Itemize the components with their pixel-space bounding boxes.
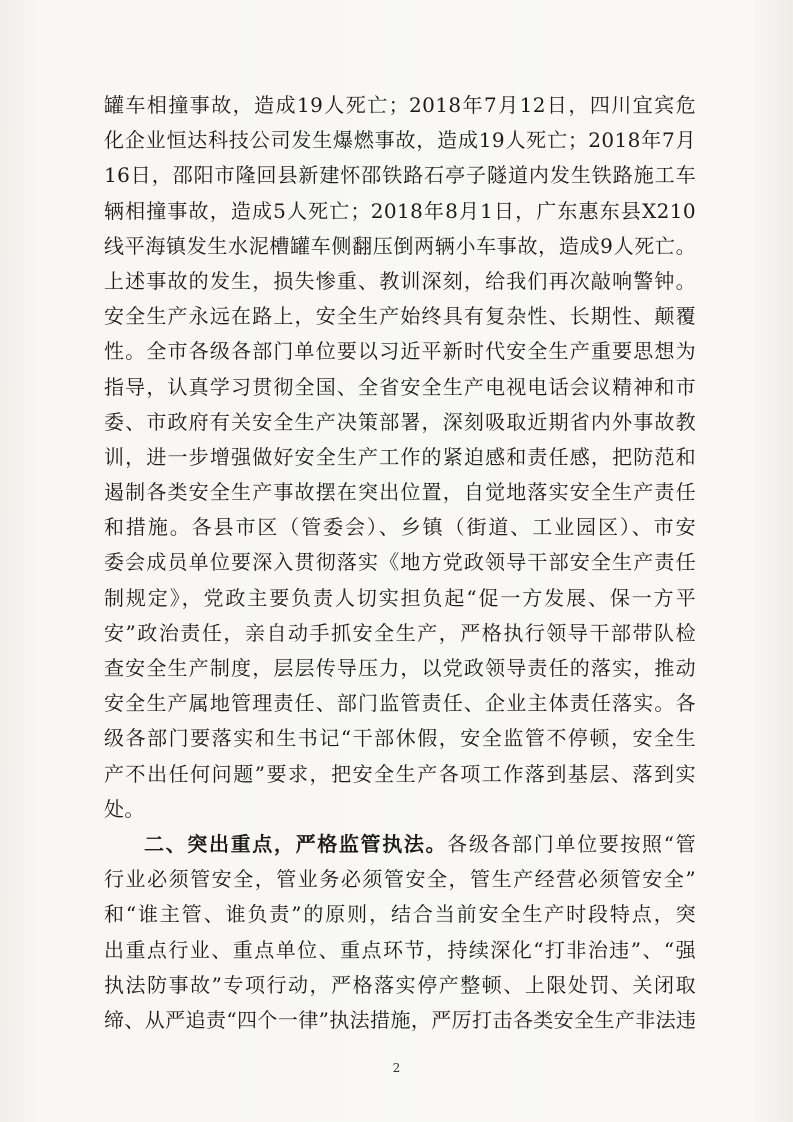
body-text bbox=[104, 88, 696, 1038]
text-line: 罐车相撞事故，造成19人死亡；2018年7月12日，四川宜宾危 bbox=[104, 93, 696, 117]
text-line: 委会成员单位要深入贯彻落实《地方党政领导干部安全生产责任 bbox=[104, 550, 696, 575]
text-line: 委、市政府有关安全生产决策部署，深刻吸取近期省内外事故教 bbox=[104, 409, 696, 434]
text-line: 级各部门要落实和生书记“干部休假，安全监管不停顿，安全生 bbox=[104, 726, 696, 751]
text-line: 制规定》，党政主要负责人切实担负起“促一方发展、保一方平 bbox=[104, 585, 696, 610]
section-heading: 二、突出重点，严格监管执法。 bbox=[144, 831, 448, 856]
text-line: 上述事故的发生，损失惨重、教训深刻，给我们再次敲响警钟。 bbox=[104, 268, 696, 293]
text-line: 和措施。各县市区（管委会）、乡镇（街道、工业园区）、市安 bbox=[104, 515, 696, 540]
section-heading-line bbox=[104, 827, 696, 862]
text-line: 性。全市各级各部门单位要以习近平新时代安全生产重要思想为 bbox=[104, 339, 696, 364]
text-line: 训，进一步增强做好安全生产工作的紧迫感和责任感，把防范和 bbox=[104, 444, 696, 469]
text-line: 产不出任何问题”要求，把安全生产各项工作落到基层、落到实 bbox=[104, 761, 696, 786]
section-heading-rest: 各级各部门单位要按照“管 bbox=[447, 831, 696, 856]
text-line: 16日，邵阳市隆回县新建怀邵铁路石亭子隧道内发生铁路施工车 bbox=[104, 163, 696, 188]
text-line: 查安全生产制度，层层传导压力，以党政领导责任的落实，推动 bbox=[104, 656, 696, 680]
text-line: 安全生产属地管理责任、部门监管责任、企业主体责任落实。各 bbox=[104, 691, 696, 716]
text-line: 缔、从严追责“四个一律”执法措施，严厉打击各类安全生产非法违 bbox=[104, 1007, 696, 1032]
text-line: 指导，认真学习贯彻全国、全省安全生产电视电话会议精神和市 bbox=[104, 374, 696, 399]
text-line: 安全生产永远在路上，安全生产始终具有复杂性、长期性、颠覆 bbox=[104, 304, 696, 329]
page-number: 2 bbox=[392, 1061, 401, 1075]
text-line: 行业必须管安全，管业务必须管安全，管生产经营必须管安全” bbox=[104, 867, 696, 892]
text-line: 化企业恒达科技公司发生爆燃事故，造成19人死亡；2018年7月 bbox=[104, 128, 696, 153]
text-line: 安”政治责任，亲自动手抓安全生产，严格执行领导干部带队检 bbox=[104, 620, 696, 645]
text-line: 处。 bbox=[104, 796, 145, 821]
text-line: 遏制各类安全生产事故摆在突出位置，自觉地落实安全生产责任 bbox=[104, 480, 696, 505]
text-line: 执法防事故”专项行动，严格落实停产整顿、上限处罚、关闭取 bbox=[104, 972, 696, 997]
text-line: 出重点行业、重点单位、重点环节，持续深化“打非治违”、“强 bbox=[104, 937, 696, 962]
text-line: 线平海镇发生水泥槽罐车侧翻压倒两辆小车事故，造成9人死亡。 bbox=[104, 233, 696, 258]
text-line: 辆相撞事故，造成5人死亡；2018年8月1日，广东惠东县X210 bbox=[104, 198, 696, 223]
text-line: 和“谁主管、谁负责”的原则，结合当前安全生产时段特点，突 bbox=[104, 902, 696, 927]
